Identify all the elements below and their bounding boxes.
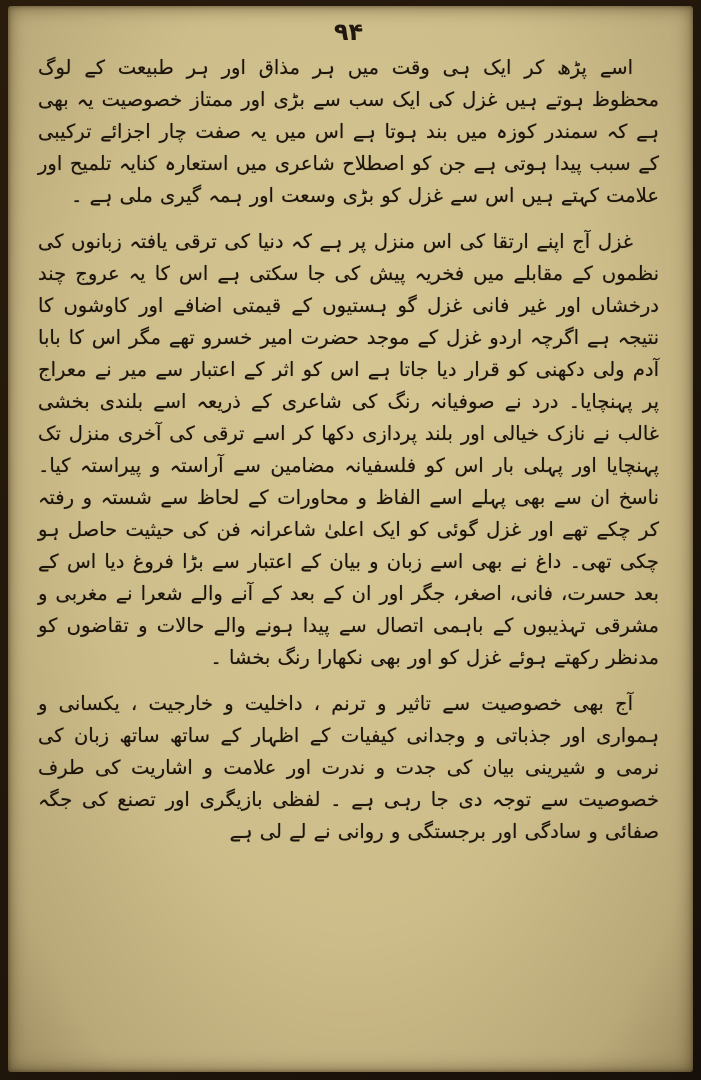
paper-page	[8, 6, 693, 1072]
paragraph-intro-ghazal-qualities: اسے پڑھ کر ایک ہی وقت میں ہر مذاق اور ہر طبیعت کے لوگ محظوظ ہوتے ہیں غزل کی ایک سب سے بڑی اور ممتاز خصوصیت یہ بھی ہے کہ سمندر کوزہ میں بند ہوتا ہے اس میں یہ صفت چار اجزائے ترکیبی کے سبب پیدا ہوتی ہے جن کو اصطلاح شاعری میں استعارہ کنایہ تلمیح اور علامت کہتے ہیں اس سے غزل کو بڑی وسعت اور ہمہ گیری ملی ہے ۔	[38, 56, 659, 207]
paragraph-ghazal-evolution-history: غزل آج اپنے ارتقا کی اس منزل پر ہے کہ دنیا کی ترقی یافتہ زبانوں کی نظموں کے مقابلے میں فخریہ پیش کی جا سکتی ہے اس کا یہ عروج چند درخشاں اور غیر فانی غزل گو ہستیوں کے قیمتی اضافے اور کاوشوں کا نتیجہ ہے اگرچہ اردو غزل کے موجد حضرت امیر خسرو تھے مگر اس کا بابا آدم ولی دکھنی کو قرار دیا جاتا ہے اس کو اثر کے اعتبار سے میر نے معراج پر پہنچایا۔ درد نے صوفیانہ رنگ کی شاعری کے ذریعہ اسے بلندی بخشی غالب نے نازک خیالی اور بلند پردازی دکھا کر اسے ترقی کی آخری منزل تک پہنچایا اور پہلی بار اس کو فلسفیانہ مضامین سے آراستہ و پیراستہ کیا۔ ناسخ ان سے بھی پہلے اسے الفاظ و محاورات کے لحاظ سے شستہ و رفتہ کر چکے تھے اور غزل گوئی کو ایک اعلیٰ شاعرانہ فن کی حیثیت حاصل ہو چکی تھی۔ داغ نے بھی اسے زبان و بیان کے اعتبار سے بڑا فروغ دیا اس کے بعد حسرت، فانی، اصغر، جگر اور ان کے بعد کے آنے والے شعرا نے مغربی و مشرقی تہذیبوں کے باہمی اتصال سے پیدا ہونے والے حالات و تقاضوں کو مدنظر رکھتے ہوئے غزل کو اور بھی نکھارا رنگ بخشا ۔	[38, 230, 659, 669]
paragraph-modern-ghazal-trends: آج بھی خصوصیت سے تاثیر و ترنم ، داخلیت و خارجیت ، یکسانی و ہمواری اور جذباتی و وجدانی کیفیات کے اظہار کے ساتھ ساتھ زبان کی نرمی و شیرینی بیان کی جدت و ندرت اور علامت و اشاریت کی طرف خصوصیت سے توجہ دی جا رہی ہے ۔ لفظی بازیگری اور تصنع کی جگہ صفائی و سادگی اور برجستگی و روانی نے لے لی ہے	[38, 692, 659, 843]
page-body-text	[38, 52, 659, 848]
page-number: ۹۴	[333, 18, 364, 46]
